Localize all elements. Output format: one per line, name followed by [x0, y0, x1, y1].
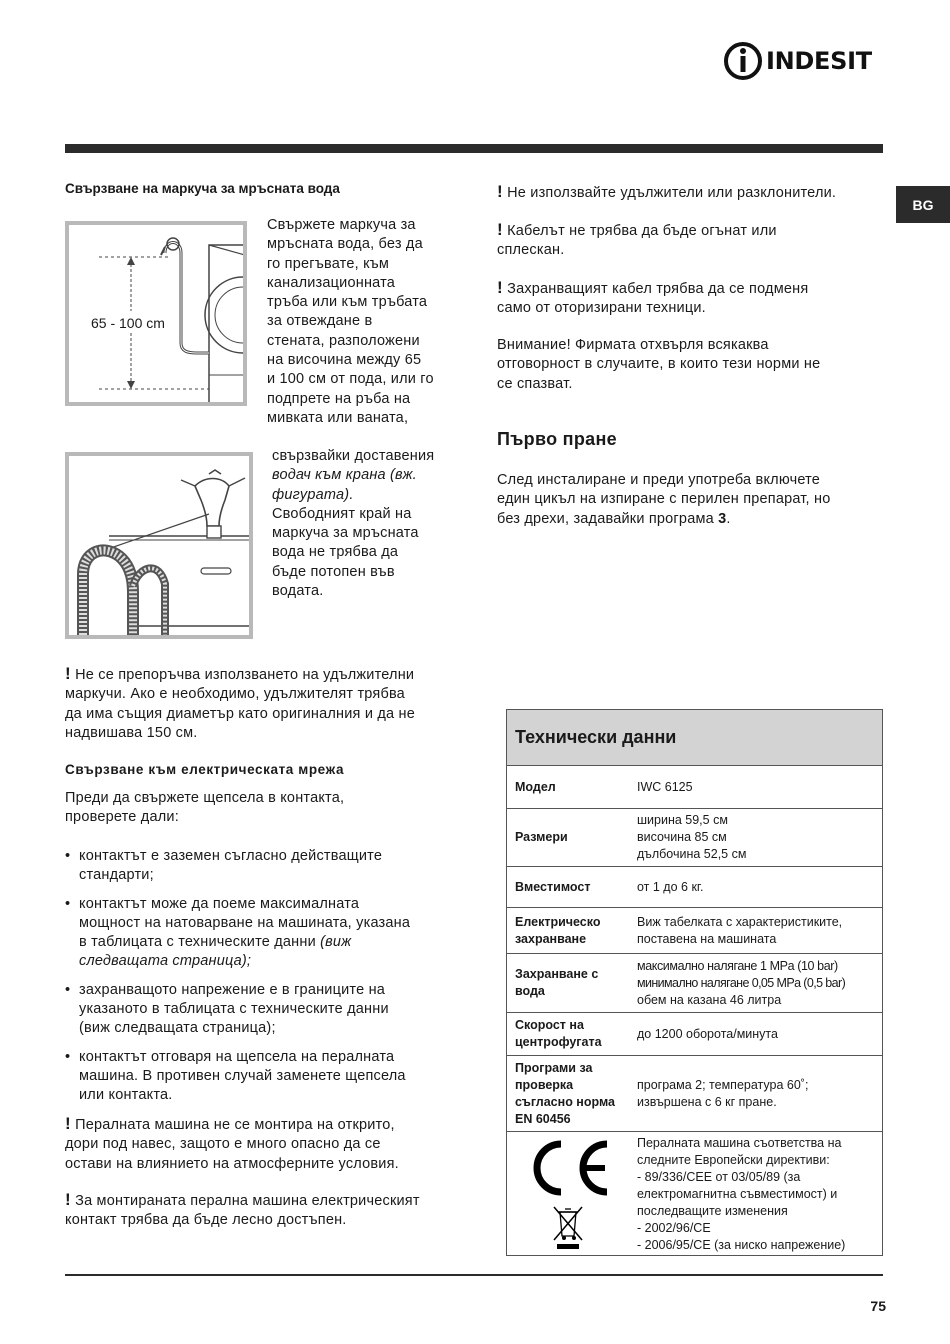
tap-connection-diagram — [69, 456, 249, 635]
list-item: • контактът отговаря на щепсела на пералната машина. В противен случай заменете щепсела или контакта. — [65, 1048, 465, 1106]
first-wash-text: След инсталиране и преди употреба включете един цикъл на изпиране с перилен препарат, но без дрехи, задавайки програма 3. — [497, 472, 831, 527]
list-item: • захранващото напрежение е в границите на указаното в таблицата с техническите данни (виж следващата страница); — [65, 981, 465, 1039]
technical-data-title: Технически данни — [507, 710, 882, 766]
ce-compliance-marks — [507, 1132, 629, 1255]
drain-text-2: свързвайки доставения водач към крана (вж. фигурата). Свободният край на маркуча за мръсната вода не трябва да бъде потопен във водата. — [272, 448, 435, 600]
table-row: Електрическо захранване Виж табелката с характеристиките, поставена на машината — [507, 908, 882, 954]
table-row: Скорост на центрофугата до 1200 оборота/минута — [507, 1013, 882, 1056]
drain-height-diagram — [69, 225, 243, 402]
table-row: Модел IWC 6125 — [507, 766, 882, 809]
note-outdoor: ! Пералната машина не се монтира на открито, дори под навес, защото е много опасно да се остави на влиянието на атмосферните условия. — [65, 1114, 399, 1172]
warning-icon: ! — [65, 1190, 71, 1209]
table-row: Програми за проверка съгласно норма EN 60456 програма 2; температура 60˚; извършена с 6 кг пране. — [507, 1056, 882, 1132]
table-row: Размери ширина 59,5 см височина 85 см дълбочина 52,5 см — [507, 809, 882, 867]
note-power-cable: ! Захранващият кабел трябва да се подменя само от оторизирани техници. — [497, 278, 809, 317]
warning-disclaimer: Внимание! Фирмата отхвърля всякаква отговорност в случаите, в които тези норми не се спазват. — [497, 337, 821, 392]
weee-bin-icon — [551, 1204, 585, 1250]
bottom-rule — [65, 1274, 883, 1276]
electrical-intro: Преди да свържете щепсела в контакта, проверете дали: — [65, 790, 345, 826]
drain-text-1: Свържете маркуча за мръсната вода, без да го прегъвате, към канализационната тръба или към тръбата за отвеждане в стената, разположени на височина между 65 и 100 см от пода, или го подпрете на ръба на мивката или ваната, — [267, 217, 434, 426]
table-row: Пералната машина съответства на следните Европейски директиви: - 89/336/CEE от 03/05/89 (за електромагнитна съвместимост) и последващите изменения - 2002/96/CE - 2006/95/CE (за ниско напрежение) — [507, 1132, 882, 1255]
warning-icon: ! — [65, 664, 71, 683]
drain-hose-heading: Свързване на маркуча за мръсната вода — [65, 181, 340, 196]
note-accessible-socket: ! За монтираната перална машина електрическият контакт трябва да бъде лесно достъпен. — [65, 1190, 420, 1229]
drain-height-figure — [65, 221, 247, 406]
list-item: • контактът може да поеме максималната мощност на натоварване на машината, указана в таблицата с техническите данни (виж следващата страница); — [65, 895, 465, 972]
brand-name: INDESIT — [766, 47, 872, 75]
table-row: Вместимост от 1 до 6 кг. — [507, 867, 882, 908]
first-wash-heading: Първо пране — [497, 429, 617, 449]
top-rule — [65, 144, 883, 153]
language-tab: BG — [896, 186, 950, 223]
technical-data-table — [506, 709, 883, 1256]
table-row: Захранване с вода максимално налягане 1 MPa (10 bar) минимално налягане 0,05 MPa (0,5 bar) обем на казана 46 литра — [507, 954, 882, 1013]
electrical-heading: Свързване към електрическата мрежа — [65, 762, 345, 777]
warning-icon: ! — [497, 182, 503, 201]
warning-icon: ! — [65, 1114, 71, 1133]
ce-mark-icon — [523, 1138, 613, 1198]
warning-icon: ! — [497, 220, 503, 239]
warning-icon: ! — [497, 278, 503, 297]
electrical-checklist — [65, 847, 465, 1115]
note-cable: ! Кабелът не трябва да бъде огънат или сплескан. — [497, 220, 777, 259]
page-number: 75 — [870, 1298, 886, 1314]
list-item: • контактът е заземен съгласно действащите стандарти; — [65, 847, 465, 886]
tap-connection-figure — [65, 452, 253, 639]
note-no-extensions: ! Не използвайте удължители или разклонители. — [497, 182, 837, 201]
note-extension-hoses: ! Не се препоръчва използването на удължителни маркучи. Ако е необходимо, удължителят трябва да има същия диаметър като оригиналния и да не надвишава 150 см. — [65, 664, 415, 741]
height-range-label: 65 - 100 cm — [91, 315, 165, 331]
